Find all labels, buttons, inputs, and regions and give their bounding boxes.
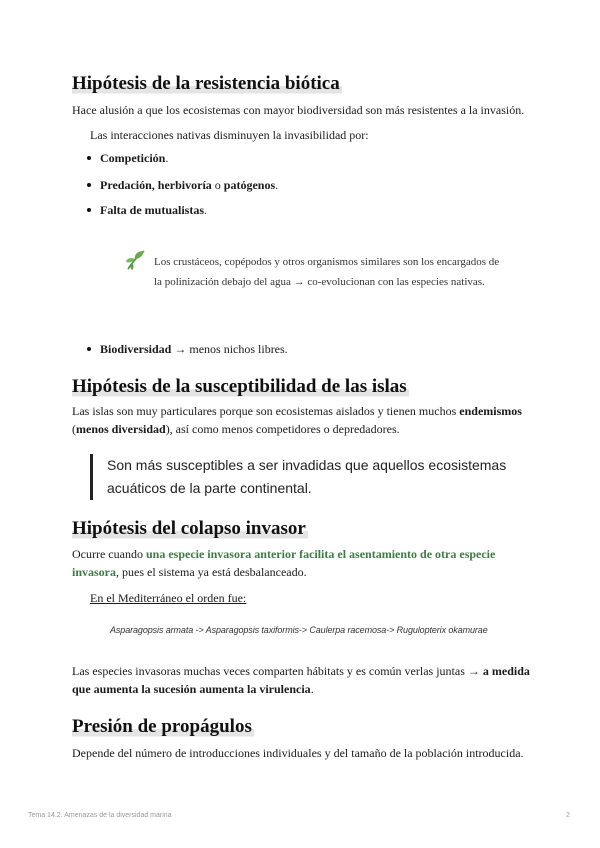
- term-patogenos: patógenos: [223, 178, 276, 192]
- text-segment: Las islas son muy particulares porque son ecosistemas aislados y tienen muchos: [72, 404, 460, 418]
- heading-resistencia-biotica: Hipótesis de la resistencia biótica: [72, 73, 340, 94]
- text-virulencia: [72, 662, 532, 698]
- term-virulencia: a medida que aumenta la sucesión aumenta la virulencia: [72, 664, 530, 696]
- term-mutualistas: Falta de mutualistas: [100, 203, 205, 217]
- term-competicion: Competición: [100, 151, 166, 165]
- page-number: 2: [566, 812, 570, 819]
- text-islas: [72, 402, 532, 438]
- list-item-mutualistas: [100, 201, 207, 219]
- intro-resistencia: Hace alusión a que los ecosistemas con mayor biodiversidad son más resistentes a la invasión.: [72, 103, 525, 117]
- text-segment: (: [72, 422, 76, 436]
- term-predacion: Predación: [100, 178, 152, 192]
- punct: .: [310, 682, 314, 696]
- list-item-predacion: [100, 176, 278, 194]
- lead-interacciones: Las interacciones nativas disminuyen la invasibilidad por:: [90, 128, 369, 142]
- text-colapso: [72, 545, 532, 581]
- callout-text: Los crustáceos, copépodos y otros organismos similares son los encargados de la polinización debajo del agua → co-evolucionan con las especies nativas.: [154, 256, 500, 288]
- term-biodiversidad: Biodiversidad: [100, 342, 172, 356]
- mediterraneo-label: En el Mediterráneo el orden fue:: [90, 591, 247, 605]
- punct: .: [165, 151, 169, 165]
- heading-susceptibilidad-islas: Hipótesis de la susceptibilidad de las islas: [72, 376, 407, 397]
- term-menos-diversidad: menos diversidad: [76, 422, 166, 436]
- text-segment: Las especies invasoras muchas veces comparten hábitats y es común verlas juntas →: [72, 664, 483, 678]
- term-herbivoria: herbivoría: [157, 178, 212, 192]
- text-segment: ), así como menos competidores o depredadores.: [165, 422, 400, 436]
- text-segment: , pues el sistema ya está desbalanceado.: [116, 565, 307, 579]
- heading-presion-propagulos: Presión de propágulos: [72, 716, 252, 737]
- footer-title: Tema 14.2. Amenazas de la diversidad marina: [28, 812, 172, 819]
- heading-colapso-invasor: Hipótesis del colapso invasor: [72, 518, 306, 539]
- list-item-competicion: [100, 149, 168, 167]
- highlight-facilitacion: una especie invasora anterior facilita el asentamiento de otra especie invasora: [72, 547, 496, 579]
- list-item-biodiversidad: [100, 340, 288, 358]
- connector: o: [211, 178, 224, 192]
- biodiversidad-rest: → menos nichos libres.: [171, 342, 288, 356]
- text-propagulos: Depende del número de introducciones individuales y del tamaño de la población introducida.: [72, 746, 524, 760]
- quote-islas: Son más susceptibles a ser invadidas que aquellos ecosistemas acuáticos de la parte continental.: [90, 454, 527, 500]
- text-segment: Ocurre cuando: [72, 547, 146, 561]
- species-sequence: Asparagopsis armata -> Asparagopsis taxiformis-> Caulerpa racemosa-> Rugulopterix okamurae: [110, 625, 488, 635]
- punct: .: [275, 178, 279, 192]
- term-endemismos: endemismos: [459, 404, 522, 418]
- leaf-icon: [124, 248, 148, 272]
- punct: .: [204, 203, 208, 217]
- punct: ,: [151, 178, 158, 192]
